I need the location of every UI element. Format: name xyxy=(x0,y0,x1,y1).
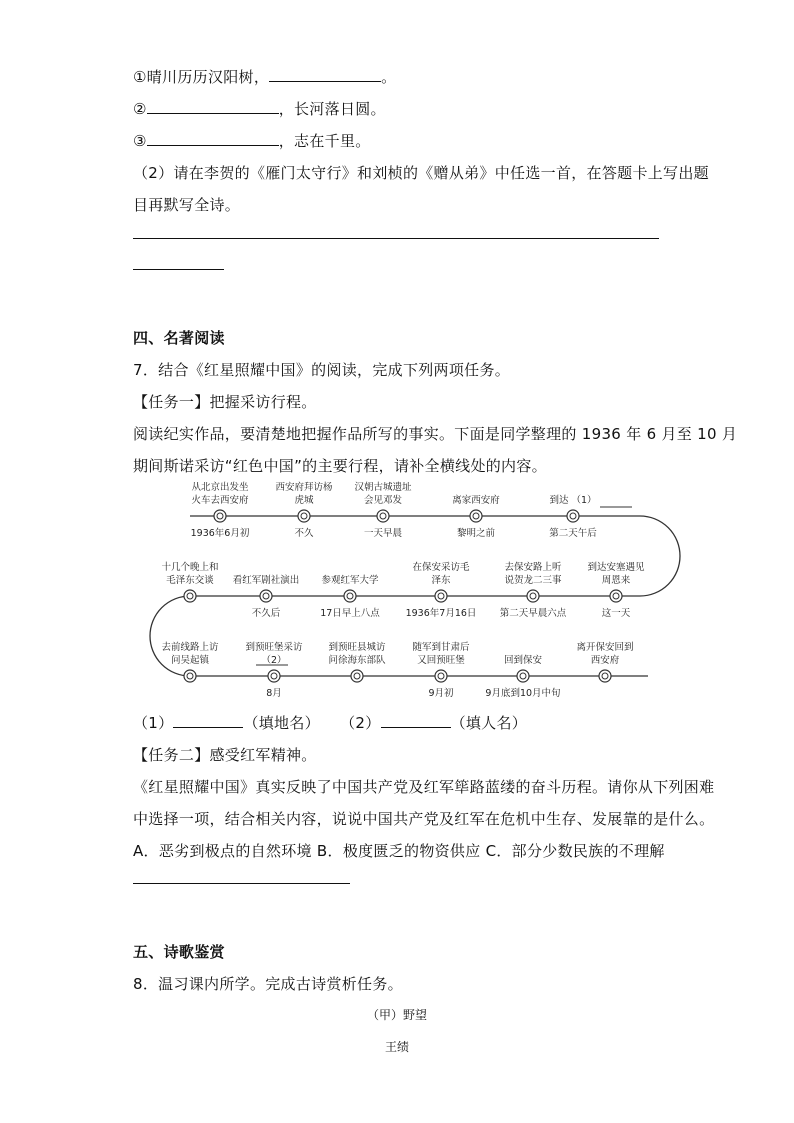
fill1-hint: （填地名） xyxy=(243,714,320,732)
timeline-node xyxy=(344,590,356,602)
timeline-event-label: 泽东 xyxy=(431,575,451,586)
timeline-event-label: 又回预旺堡 xyxy=(417,655,465,666)
timeline-event-label: 从北京出发坐 xyxy=(191,482,249,493)
fill-answers xyxy=(133,712,527,733)
answer-line[interactable] xyxy=(133,238,659,239)
answer-blank[interactable] xyxy=(147,131,279,146)
q6-item3 xyxy=(133,130,371,151)
timeline-event-label: 到达 （1） xyxy=(549,495,597,506)
timeline-time-label: 不久 xyxy=(294,528,314,539)
fill2-hint: （填人名） xyxy=(450,714,528,732)
timeline-event-label: 离开保安回到 xyxy=(576,642,634,653)
timeline-node xyxy=(260,590,272,602)
timeline-node xyxy=(184,670,196,682)
timeline-event-label: 在保安采访毛 xyxy=(412,562,470,573)
timeline-time-label: 1936年6月初 xyxy=(190,528,250,539)
timeline-time-label: 第二天早晨六点 xyxy=(499,608,567,619)
q6-item3-num: ③ xyxy=(133,132,147,150)
fill1-blank[interactable] xyxy=(173,713,243,728)
timeline-time-label: 黎明之前 xyxy=(456,528,496,539)
timeline-time-label: 一天早晨 xyxy=(363,528,403,539)
task1-title: 【任务一】把握采访行程。 xyxy=(133,393,317,411)
itinerary-timeline xyxy=(0,478,794,698)
answer-blank[interactable] xyxy=(269,67,381,82)
q6-item3-text: ，志在千里。 xyxy=(278,132,371,150)
timeline-time-label: 9月底到10月中旬 xyxy=(485,688,561,698)
q6-item2 xyxy=(133,98,386,119)
fill1-label: （1） xyxy=(133,714,174,732)
timeline-event-label: 毛泽东交谈 xyxy=(166,575,214,586)
q6-part2-line1: （2）请在李贺的《雁门太守行》和刘桢的《赠从弟》中任选一首，在答题卡上写出题 xyxy=(133,164,709,182)
timeline-time-label: 不久后 xyxy=(251,608,281,619)
timeline-node xyxy=(351,670,363,682)
answer-line[interactable] xyxy=(133,883,350,884)
timeline-event-label: 十几个晚上和 xyxy=(161,562,219,573)
q6-part2-line2: 目再默写全诗。 xyxy=(133,196,241,214)
timeline-event-label: 看红军剧社演出 xyxy=(232,575,300,586)
timeline-event-label: 到达安塞遇见 xyxy=(587,562,645,573)
timeline-event-label: 火车去西安府 xyxy=(191,495,249,506)
timeline-event-label: 离家西安府 xyxy=(452,495,500,506)
q6-item2-num: ② xyxy=(133,100,147,118)
timeline-node xyxy=(517,670,529,682)
task1-text-line2: 期间斯诺采访“红色中国”的主要行程，请补全横线处的内容。 xyxy=(133,457,547,475)
question-8-intro: 8．温习课内所学。完成古诗赏析任务。 xyxy=(133,975,403,993)
task2-options: A．恶劣到极点的自然环境 B．极度匮乏的物资供应 C．部分少数民族的不理解 xyxy=(133,842,665,860)
timeline-node xyxy=(610,590,622,602)
timeline-node xyxy=(184,590,196,602)
timeline-event-label: 虎城 xyxy=(294,495,314,506)
timeline-event-label: 问徐海东部队 xyxy=(328,655,386,666)
timeline-node xyxy=(599,670,611,682)
timeline-time-label: 这一天 xyxy=(601,608,631,619)
timeline-event-label: 去保安路上听 xyxy=(504,562,562,573)
timeline-node xyxy=(214,510,226,522)
q6-item1-text: ①晴川历历汉阳树， xyxy=(133,68,270,86)
timeline-event-label: 去前线路上访 xyxy=(161,642,219,653)
timeline-event-label: 会见邓发 xyxy=(363,495,403,506)
timeline-event-label: 参观红军大学 xyxy=(321,575,379,586)
timeline-event-label: 回到保安 xyxy=(503,655,543,666)
timeline-time-label: 17日早上八点 xyxy=(320,608,380,619)
task2-text-line2: 中选择一项，结合相关内容，说说中国共产党及红军在危机中生存、发展靠的是什么。 xyxy=(133,810,715,828)
q6-item2-text: ，长河落日圆。 xyxy=(278,100,386,118)
timeline-event-label: 问吴起镇 xyxy=(170,655,210,666)
q6-item1 xyxy=(133,66,396,87)
timeline-event-label: 随军到甘肃后 xyxy=(412,642,470,653)
timeline-node xyxy=(435,590,447,602)
question-7-intro: 7．结合《红星照耀中国》的阅读，完成下列两项任务。 xyxy=(133,361,511,379)
timeline-event-label: 周恩来 xyxy=(601,575,631,586)
timeline-node xyxy=(435,670,447,682)
timeline-node xyxy=(567,510,579,522)
timeline-time-label: 第二天午后 xyxy=(549,528,597,539)
answer-line[interactable] xyxy=(133,269,224,270)
timeline-event-label: 西安府 xyxy=(590,655,620,666)
section-heading: 五、诗歌鉴赏 xyxy=(133,943,225,961)
timeline-node xyxy=(268,670,280,682)
timeline-node xyxy=(470,510,482,522)
timeline-event-label: （2） xyxy=(261,655,287,666)
poem-title: （甲）野望 xyxy=(366,1008,427,1022)
task2-title: 【任务二】感受红军精神。 xyxy=(133,746,317,764)
timeline-node xyxy=(527,590,539,602)
timeline-event-label: 西安府拜访杨 xyxy=(275,482,333,493)
poem-author: 王绩 xyxy=(384,1040,409,1054)
timeline-event-label: 说贺龙二三事 xyxy=(504,575,562,586)
fill2-label: （2） xyxy=(340,714,381,732)
timeline-event-label: 汉朝古城遗址 xyxy=(354,482,412,493)
section-heading: 四、名著阅读 xyxy=(133,329,225,347)
timeline-time-label: 8月 xyxy=(266,688,282,698)
timeline-time-label: 1936年7月16日 xyxy=(405,608,477,619)
timeline-node xyxy=(298,510,310,522)
timeline-node xyxy=(377,510,389,522)
q6-item1-end: 。 xyxy=(381,68,397,86)
timeline-event-label: 到预旺堡采访 xyxy=(245,642,303,653)
timeline-event-label: 到预旺县城访 xyxy=(328,642,386,653)
timeline-time-label: 9月初 xyxy=(428,688,454,698)
task2-text-line1: 《红星照耀中国》真实反映了中国共产党及红军筚路蓝缕的奋斗历程。请你从下列困难 xyxy=(133,778,715,796)
fill2-blank[interactable] xyxy=(381,713,451,728)
task1-text-line1: 阅读纪实作品，要清楚地把握作品所写的事实。下面是同学整理的 1936 年 6 月至 10 月 xyxy=(133,425,738,443)
answer-blank[interactable] xyxy=(147,99,279,114)
